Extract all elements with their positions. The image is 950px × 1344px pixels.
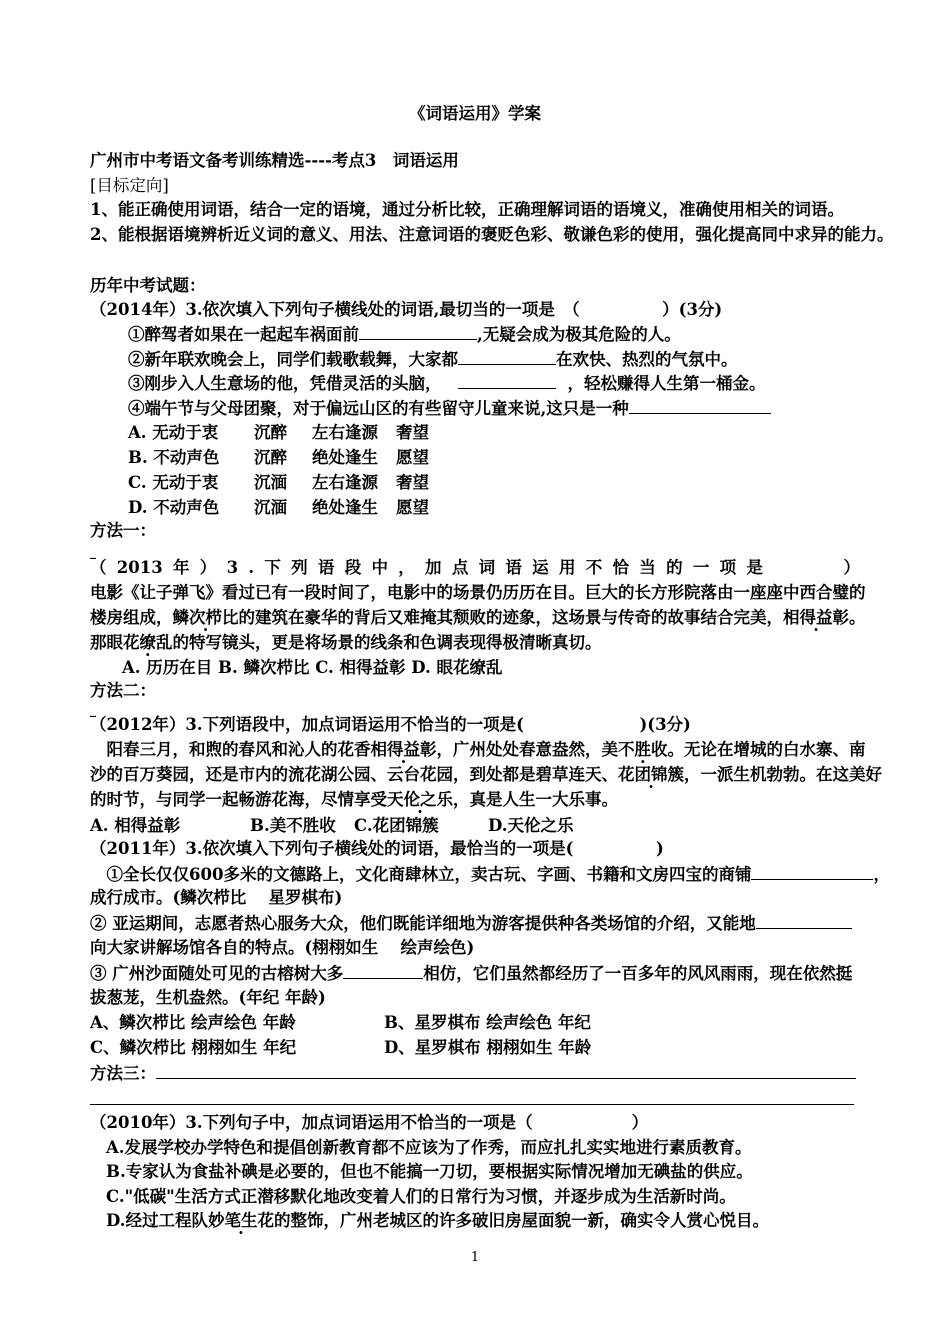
stem-char: 恰: [612, 558, 630, 577]
para-text: 那眼: [90, 633, 123, 652]
goal-1: 1、能正确使用词语，结合一定的语境，通过分析比较，正确理解词语的语境义，准确使用相关的词语。: [90, 200, 844, 219]
blank-line: [156, 1062, 856, 1079]
stem-char: ）: [199, 558, 217, 577]
q2010-stem: （2010年）3.下列句子中，加点词语运用不恰当的一项是（ ）: [90, 1113, 649, 1132]
stem-char: 的: [666, 558, 683, 577]
q2014-sentence-4: [128, 397, 771, 420]
para-text: 楼房组成，: [90, 608, 173, 627]
stem-char: 项: [719, 558, 737, 577]
goal-heading: [目标定向]: [90, 176, 169, 195]
q2013-mark: _: [90, 545, 96, 559]
para-text: 。: [849, 608, 866, 627]
option-text: 奢望: [396, 473, 429, 492]
para-text: ，真是人生一大乐事。: [453, 790, 618, 809]
q2012-stem: （2012年）3.下列语段中，加点词语运用不恰当的一项是( )(3分): [90, 715, 691, 734]
dotted-word: 相得益彰: [783, 608, 849, 627]
option-text: 绝处逢生: [312, 498, 378, 517]
q2013-options: A. 历历在目 B. 鳞次栉比 C. 相得益彰 D. 眼花缭乱: [122, 658, 503, 677]
dotted-word: 相得益彰: [370, 740, 437, 759]
q2011-sentence-2-cont: 向大家讲解场馆各自的特点。(栩栩如生 绘声绘色): [90, 938, 475, 957]
stem-char: 2013: [116, 558, 163, 577]
para-text: ，广州处处春意盎然，美: [436, 740, 618, 759]
blank-line: [629, 397, 771, 414]
option-text: D.经过工程队: [106, 1211, 208, 1230]
q2011-sentence-1: [90, 863, 890, 886]
option-text: A、鳞次栉比 绘声绘色 年龄: [90, 1013, 296, 1032]
q2014-s1-text: ①醉驾者如果在一起起车祸面前: [128, 325, 359, 344]
option-text: C. 无动于衷: [128, 473, 219, 492]
stem-char: .: [248, 558, 255, 577]
q2014-option-d: [128, 497, 429, 519]
q2014-sentence-3: [128, 372, 766, 395]
q2014-option-c: [128, 472, 429, 494]
q2010-option-b: B.专家认为食盐补碘是必要的，但也不能搞一刀切，要根据实际情况增加无碘盐的供应。: [106, 1162, 753, 1181]
past-heading: 历年中考试题：: [90, 276, 206, 295]
sentence-text: 相仿，它们虽然都经历了一百多年的风风雨雨，现在依然挺: [423, 964, 853, 983]
q2014-option-b: [128, 447, 429, 469]
q2011-sentence-2: [90, 912, 852, 935]
q2011-sentence-3: [90, 962, 852, 985]
q2013-stem: [90, 557, 860, 579]
method-label: 方法三：: [90, 1064, 156, 1083]
option-text: D. 不动声色: [128, 498, 220, 517]
option-text: 奢望: [396, 423, 429, 442]
option-text: 沉醉: [254, 448, 287, 467]
option-text: B、星罗棋布 绘声绘色 年纪: [384, 1013, 591, 1032]
stem-char: ，: [398, 558, 415, 577]
q2014-s3-text: ③刚步入人生意场的他，凭借灵活的头脑，: [128, 374, 442, 393]
blank-line: [756, 912, 852, 929]
dotted-word: 花团锦簇: [618, 765, 684, 784]
page-title: 《词语运用》学案: [409, 104, 541, 123]
stem-char: 不: [585, 558, 603, 577]
q2013-para-1: 电影《让子弹飞》看过已有一段时间了，电影中的场景仍历历在目。巨大的长方形院落由一座座中西合璧的: [90, 583, 866, 602]
option-text: D、星罗棋布 栩栩如生 年龄: [384, 1038, 592, 1057]
blank-line: [458, 372, 556, 389]
blank-line: [458, 348, 556, 365]
q2014-s2-text: ②新年联欢晚会上，同学们载歌载舞，大家都: [128, 350, 458, 369]
para-text: 的特写镜头，更是将场景的线条和色调表现得极清晰真切。: [172, 633, 602, 652]
stem-char: 是: [746, 558, 763, 577]
q2011-option-row-1: [90, 1012, 591, 1034]
q2013-para-2: [90, 607, 866, 629]
dotted-word: 妙笔生花: [207, 1211, 274, 1230]
q2010-option-c: C."低碳"生活方式正潜移默化地改变着人们的日常行为习惯，并逐步成为生活新时尚。: [106, 1187, 736, 1206]
blank-line: [343, 962, 423, 979]
para-text: 沙的百万葵园，还是市内的流花湖公园、云台花园，到处都是碧草连天、: [90, 765, 618, 784]
sentence-text: ③ 广州沙面随处可见的古榕树大多: [90, 964, 344, 983]
q2011-stem: （2011年）3.依次填入下列句子横线处的词语，最恰当的一项是( ): [90, 839, 664, 858]
option-text: 愿望: [396, 448, 429, 467]
sentence-text: ①全长仅仅600多米的文德路上，文化商肆林立，卖古玩、字画、书籍和文房四宝的商铺: [90, 865, 752, 884]
sentence-text: ，: [873, 865, 890, 884]
option-text: 沉湎: [254, 498, 287, 517]
q2010-option-a: A.发展学校办学特色和提倡创新教育都不应该为了作秀，而应扎扎实实地进行素质教育。: [106, 1138, 752, 1157]
q2012-para-1: [90, 739, 866, 761]
q2014-stem: （2014年）3.依次填入下列句子横线处的词语,最切当的一项是 （ ）(3分): [90, 300, 723, 319]
option-text: A. 无动于衷: [128, 423, 219, 442]
q2014-sentence-1: [128, 323, 681, 346]
q2014-option-a: [128, 422, 429, 444]
stem-char: 词: [478, 558, 496, 577]
stem-char: 一: [692, 558, 710, 577]
dotted-word: 花缭乱: [123, 633, 173, 652]
method-1-label: 方法一：: [90, 521, 156, 540]
para-text: 。无论在增城的白水寨、南: [667, 740, 866, 759]
para-text: 的时节，与同学一起畅游花海，尽情享受: [90, 790, 387, 809]
stem-char: 列: [291, 558, 308, 577]
dotted-word: 不胜收: [618, 740, 668, 759]
dotted-word: 鳞次栉比: [172, 608, 239, 627]
page-number: 1: [470, 1250, 480, 1265]
q2012-para-3: [90, 789, 618, 811]
q2011-sentence-1-cont: 成行成市。(鳞次栉比 星罗棋布): [90, 888, 343, 907]
option-text: C、鳞次栉比 栩栩如生 年纪: [90, 1038, 297, 1057]
option-text: C.花团锦簇: [354, 816, 439, 835]
blank-line: [359, 323, 477, 340]
option-text: B.美不胜收: [250, 816, 336, 835]
stem-char: 中: [371, 558, 388, 577]
option-text: 愿望: [396, 498, 429, 517]
stem-char: 3: [226, 558, 239, 577]
stem-char: 运: [532, 558, 549, 577]
sentence-text: ② 亚运期间，志愿者热心服务大众，他们既能详细地为游客提供种各类场馆的介绍，又能地: [90, 914, 756, 933]
q2012-para-2: [90, 764, 882, 786]
goal-2: 2、能根据语境辨析近义词的意义、用法、注意词语的褒贬色彩、敬谦色彩的使用，强化提高同中求异的能力。: [90, 225, 894, 244]
q2012-mark: _: [90, 703, 96, 717]
dotted-word: 天伦之乐: [387, 790, 453, 809]
q2012-options: [90, 815, 573, 837]
stem-char: 点: [451, 558, 469, 577]
para-text: 的建筑在豪华的背后又难掩其颓败的迹象，这场景与传奇的故事结合完美，: [238, 608, 783, 627]
stem-char: 下: [264, 558, 281, 577]
q2014-s4-text: ④端午节与父母团聚，对于偏远山区的有些留守儿童来说,这只是一种: [128, 399, 629, 418]
q2014-s2-text-end: 在欢快、热烈的气氛中。: [556, 350, 738, 369]
stem-char: 年: [173, 558, 190, 577]
option-text: 的整饰，广州老城区的许多破旧房屋面貌一新，确实令人赏心悦目。: [273, 1211, 769, 1230]
method-2-label: 方法二：: [90, 681, 156, 700]
q2011-sentence-3-cont: 拔葱茏，生机盎然。(年纪 年龄): [90, 988, 326, 1007]
stem-char: 语: [505, 558, 522, 577]
q2014-sentence-2: [128, 348, 738, 371]
stem-char: （: [90, 558, 107, 577]
option-text: 左右逢源: [312, 423, 378, 442]
divider-line: [90, 1104, 854, 1105]
option-text: 绝处逢生: [312, 448, 378, 467]
q2010-option-d: [106, 1210, 769, 1232]
para-text: 阳春三月，和煦的春风和沁人的花香: [90, 740, 371, 759]
stem-char: 当: [639, 558, 656, 577]
stem-char: 用: [558, 558, 576, 577]
q2011-option-row-2: [90, 1037, 591, 1059]
option-text: 沉醉: [254, 423, 287, 442]
q2014-s3-text-end: ，轻松赚得人生第一桶金。: [567, 374, 766, 393]
stem-char: 加: [425, 558, 442, 577]
para-text: ，一派生机勃勃。在这美好: [684, 765, 882, 784]
blank-line: [751, 863, 873, 880]
stem-char: 语: [317, 558, 335, 577]
stem-char: ）: [843, 558, 860, 577]
method-3-label: [90, 1062, 856, 1085]
option-text: D.天伦之乐: [488, 816, 574, 835]
option-text: B. 不动声色: [128, 448, 220, 467]
subtitle: 广州市中考语文备考训练精选----考点3 词语运用: [90, 151, 459, 170]
option-text: 沉湎: [254, 473, 287, 492]
q2014-s1-text-end: ,无疑会成为极其危险的人。: [477, 325, 681, 344]
option-text: A. 相得益彰: [90, 816, 181, 835]
stem-char: 段: [344, 558, 362, 577]
q2013-para-3: [90, 632, 602, 654]
option-text: 左右逢源: [312, 473, 378, 492]
